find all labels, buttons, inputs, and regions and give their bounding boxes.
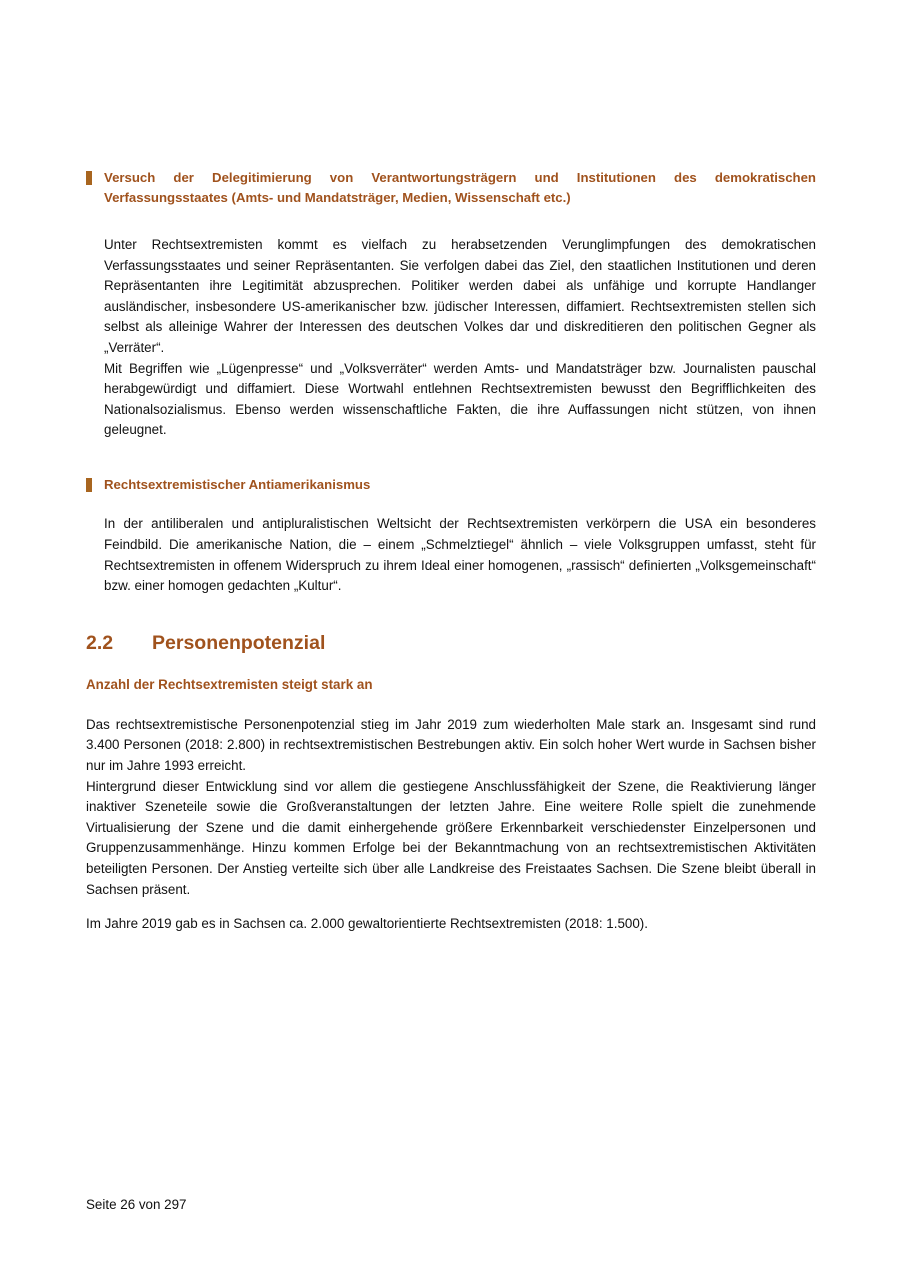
paragraph-verunglimpfungen: Unter Rechtsextremisten kommt es vielfach zu herabsetzenden Verunglimpfungen des demokratischen Verfassungsstaates und seiner Repräsentanten. Sie verfolgen dabei das Ziel, den staatlichen Institutionen und deren Repräsentanten ihre Legitimität abzusprechen. Politiker werden dabei als unfähige und korrupte Handlanger ausländischer, insbesondere US-amerikanischer bzw. jüdischer Interessen, diffamiert. Rechtsextremisten stellen sich selbst als alleinige Wahrer der Interessen des deutschen Volkes dar und diskreditieren den politischen Gegner als „Verräter“. xyxy=(104,237,816,355)
section-title: Personenpotenzial xyxy=(152,631,326,654)
spacer xyxy=(86,655,816,675)
heading-delegitimierung-text: Versuch der Delegitimierung von Verantwortungsträgern und Institutionen des demokratischen Verfassungsstaates (Amts- und Mandatsträger, Medien, Wissenschaft etc.) xyxy=(104,170,816,205)
spacer xyxy=(86,900,816,914)
heading-antiamerikanismus-text: Rechtsextremistischer Antiamerikanismus xyxy=(104,476,371,492)
spacer xyxy=(86,494,816,514)
square-bullet-icon xyxy=(86,478,92,492)
spacer xyxy=(86,207,816,235)
section-number: 2.2 xyxy=(86,631,114,654)
spacer xyxy=(86,597,816,631)
paragraph-hintergrund: Hintergrund dieser Entwicklung sind vor allem die gestiegene Anschlussfähigkeit der Szene, die Reaktivierung länger inaktiver Szeneteile sowie die Großveranstaltungen der letzten Jahre. Eine weitere Rolle spielt die zunehmende Virtualisierung der Szene und die damit einhergehende größere Erkennbarkeit verschiedenster Einzelpersonen und Gruppenzusammenhänge. Hinzu kommen Erfolge bei der Bekanntmachung von an rechtsextremistischen Aktivitäten beteiligten Personen. Der Anstieg verteilte sich über alle Landkreise des Freistaates Sachsen. Die Szene bleibt überall in Sachsen präsent. xyxy=(86,778,816,897)
page-content xyxy=(86,168,816,935)
heading-antiamerikanismus xyxy=(86,475,816,495)
spacer xyxy=(86,695,816,715)
spacer xyxy=(86,441,816,475)
paragraph-usa-feindbild: In der antiliberalen und antipluralistischen Weltsicht der Rechtsextremisten verkörpern die USA ein besonderes Feindbild. Die amerikanische Nation, die – einem „Schmelztiegel“ ähnlich – viele Volksgruppen umfasst, steht für Rechtsextremisten in offenem Widerspruch zu ihrem Ideal einer homogenen, „rassisch“ definierten „Volksgemeinschaft“ bzw. einer homogen gedachten „Kultur“. xyxy=(104,516,816,594)
sub-heading-anzahl: Anzahl der Rechtsextremisten steigt stark an xyxy=(86,676,373,692)
paragraph-luegenpresse: Mit Begriffen wie „Lügenpresse“ und „Volksverräter“ werden Amts- und Mandatsträger bzw. Journalisten pauschal herabgewürdigt und diffamiert. Diese Wortwahl entlehnen Rechtsextremisten bewusst den Begrifflichkeiten des Nationalsozialismus. Ebenso werden wissenschaftliche Fakten, die ihre Auffassungen nicht stützen, von ihnen geleugnet. xyxy=(104,360,816,438)
paragraph-gewaltorientierte: Im Jahre 2019 gab es in Sachsen ca. 2.000 gewaltorientierte Rechtsextremisten (2018: 1.500). xyxy=(86,916,648,932)
heading-delegitimierung xyxy=(86,168,816,207)
page-footer: Seite 26 von 297 xyxy=(86,1197,187,1212)
paragraph-personenpotenzial: Das rechtsextremistische Personenpotenzial stieg im Jahr 2019 zum wiederholten Male stark an. Insgesamt sind rund 3.400 Personen (2018: 2.800) in rechtsextremistischen Bestrebungen aktiv. Ein solch hoher Wert wurde in Sachsen bisher nur im Jahre 1993 erreicht. xyxy=(86,716,816,773)
square-bullet-icon xyxy=(86,171,92,185)
section-heading-2-2 xyxy=(86,631,816,655)
